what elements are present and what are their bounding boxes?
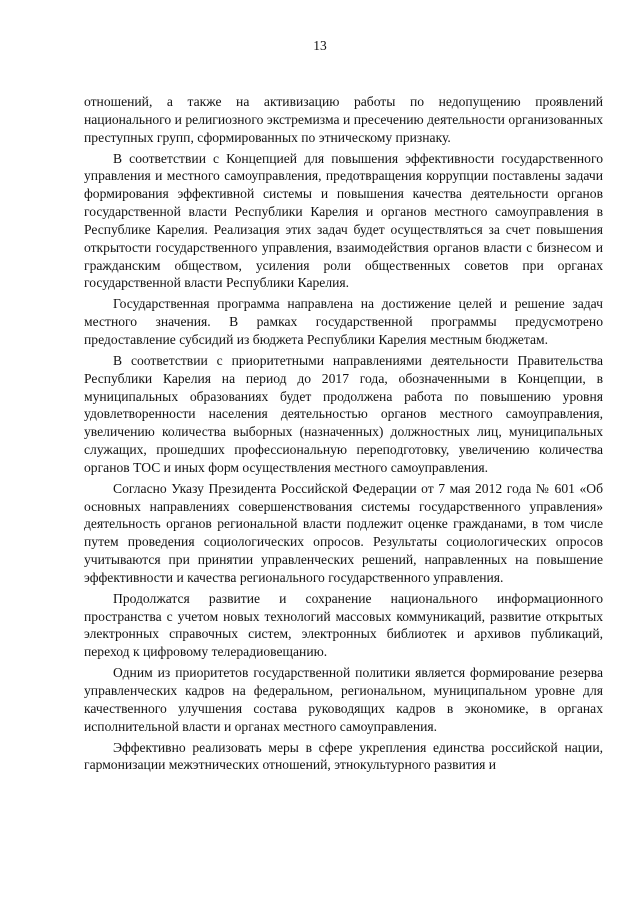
paragraph-continuation: отношений, а также на активизацию работы по недопущению проявлений национального и религиозного экстремизма и пресечению деятельности организованных преступных групп, сформированных по этническому признаку.: [84, 94, 603, 145]
paragraph-concept-governance: В соответствии с Концепцией для повышения эффективности государственного управления и местного самоуправления, предотвращения коррупции поставлены задачи формирования эффективной системы и повышения качества деятельности органов государственной власти Республики Карелия и органов местного самоуправления в Республике Карелия. Реализация этих задач будет осуществляться за счет повышения открытости государственного управления, взаимодействия органов власти с бизнесом и гражданским обществом, усиления роли общественных советов при органах государственной власти Республики Карелия.: [84, 150, 603, 291]
paragraph-information-space: Продолжатся развитие и сохранение национального информационного пространства с учетом новых технологий массовых коммуникаций, развитие открытых электронных справочных систем, электронных библиотек и архивов публикаций, переход к цифровому телерадиовещанию.: [84, 590, 603, 660]
document-body: [84, 93, 603, 777]
paragraph-personnel-reserve: Одним из приоритетов государственной политики является формирование резерва управленческих кадров на федеральном, региональном, муниципальном уровне для качественного улучшения состава руководящих кадров в экономике, в органах исполнительной власти и органах местного самоуправления.: [84, 665, 603, 734]
paragraph-state-program-goals: Государственная программа направлена на достижение целей и решение задач местного значения. В рамках государственной программы предусмотрено предоставление субсидий из бюджета Республики Карелия местным бюджетам.: [84, 296, 603, 347]
paragraph-priority-directions: В соответствии с приоритетными направлениями деятельности Правительства Республики Карелия на период до 2017 года, обозначенными в Концепции, в муниципальных образованиях будет продолжена работа по повышению уровня удовлетворенности населения деятельностью органов местного самоуправления, увеличению количества выборных (назначенных) должностных лиц, муниципальных служащих, прошедших профессиональную переподготовку, увеличению количества органов ТОС и иных форм осуществления местного самоуправления.: [84, 352, 603, 475]
paragraph-presidential-decree: Согласно Указу Президента Российской Федерации от 7 мая 2012 года № 601 «Об основных направлениях совершенствования системы государственного управления» деятельность органов региональной власти подлежит оценке гражданами, в том числе путем проведения социологических опросов. Результаты социологических опросов учитываются при принятии управленческих решений, направленных на повышение эффективности и качества регионального государственного управления.: [84, 480, 603, 585]
paragraph-national-unity: Эффективно реализовать меры в сфере укрепления единства российской нации, гармонизации межэтнических отношений, этнокультурного развития и: [84, 739, 603, 773]
page-number: 13: [313, 38, 327, 53]
